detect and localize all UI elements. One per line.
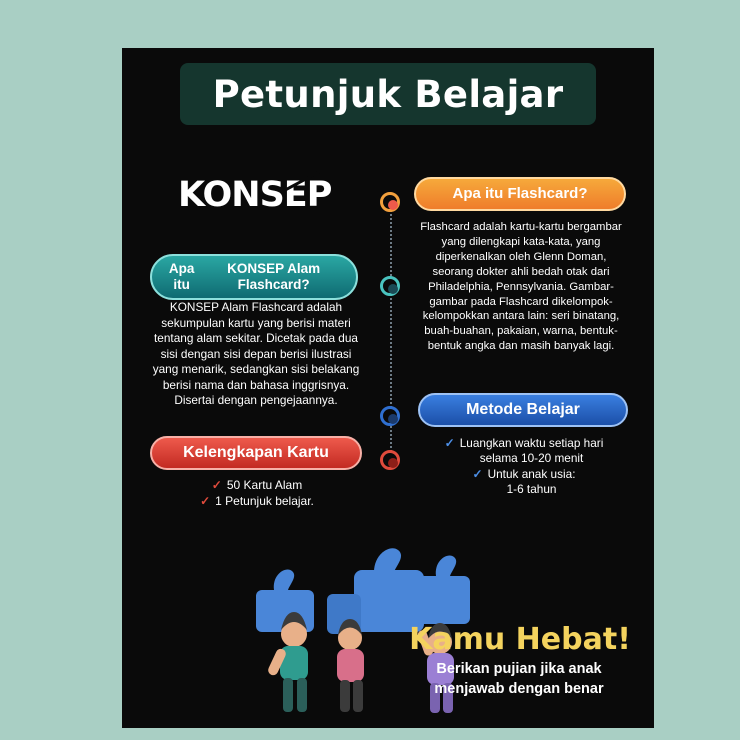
list-item-label: 1 Petunjuk belajar. [215,493,314,508]
list-kelengkapan [152,478,362,509]
list-item-sublabel: 1-6 tahun [506,481,557,496]
heading-flashcard [414,177,626,211]
heading-metode-text: Metode Belajar [466,400,580,418]
list-item-label: 50 Kartu Alam [226,478,303,492]
page-title-text: Petunjuk Belajar [212,72,564,116]
list-item [152,478,362,494]
heading-konsep-line1: Apa itu [168,261,195,292]
check-icon: ✓ [444,436,455,450]
list-item [418,467,630,498]
person-middle [337,619,364,712]
timeline-dot-konsep [380,276,400,296]
list-item-label: Luangkan waktu setiap hari [459,436,604,450]
brand-logo [178,173,378,217]
list-item-label: Untuk anak usia: [487,466,576,481]
page-title [180,63,596,125]
list-item [152,494,362,510]
footer-subline-2: menjawab dengan benar [434,680,604,697]
list-item-sublabel: selama 10-20 menit [479,451,584,466]
poster-frame [18,18,722,722]
heading-konsep [150,254,358,300]
heading-metode [418,393,628,427]
timeline-dot-flashcard [380,192,400,212]
check-icon: ✓ [200,493,211,508]
footer-subline-1: Berikan pujian jika anak [436,661,602,677]
heading-flashcard-text: Apa itu Flashcard? [452,185,588,203]
footer-subline [394,660,644,699]
heading-kelengkapan [150,436,362,470]
body-konsep: KONSEP Alam Flashcard adalah sekumpulan kartu yang berisi materi tentang alam sekitar. Dicetak pada dua sisi dengan sisi depan berisi ilustrasi yang menarik, sedangkan sisi belakang berisi nama dan bahasa inggrisnya. Disertai dengan pengejaannya. [152,300,360,408]
timeline-dot-kelengkapan [380,450,400,470]
body-flashcard: Flashcard adalah kartu-kartu bergambar yang dilengkapi kata-kata, yang diperkenalkan oleh Glenn Doman, seorang dokter ahli bedah otak dari Philadelphia, Pennsylvania. Gambar-gambar pada Flashcard dikelompok-kelompokkan antara lain: seri binatang, buah-buahan, pakaian, warna, bentuk-bentuk angka dan masih banyak lagi. [420,221,622,353]
check-icon: ✓ [211,478,222,492]
timeline-connector [384,188,398,468]
list-metode [418,436,630,497]
poster [122,48,654,728]
timeline-dot-metode [380,406,400,426]
list-item [418,436,630,467]
heading-konsep-line2: KONSEP Alam Flashcard? [227,261,321,292]
thumb-up-icon-right [418,556,470,624]
brand-logo-text: KONSEP [178,175,332,215]
heading-kelengkapan-text: Kelengkapan Kartu [183,443,329,461]
check-icon: ✓ [472,466,483,481]
footer-headline: Kamu Hebat! [409,622,631,657]
